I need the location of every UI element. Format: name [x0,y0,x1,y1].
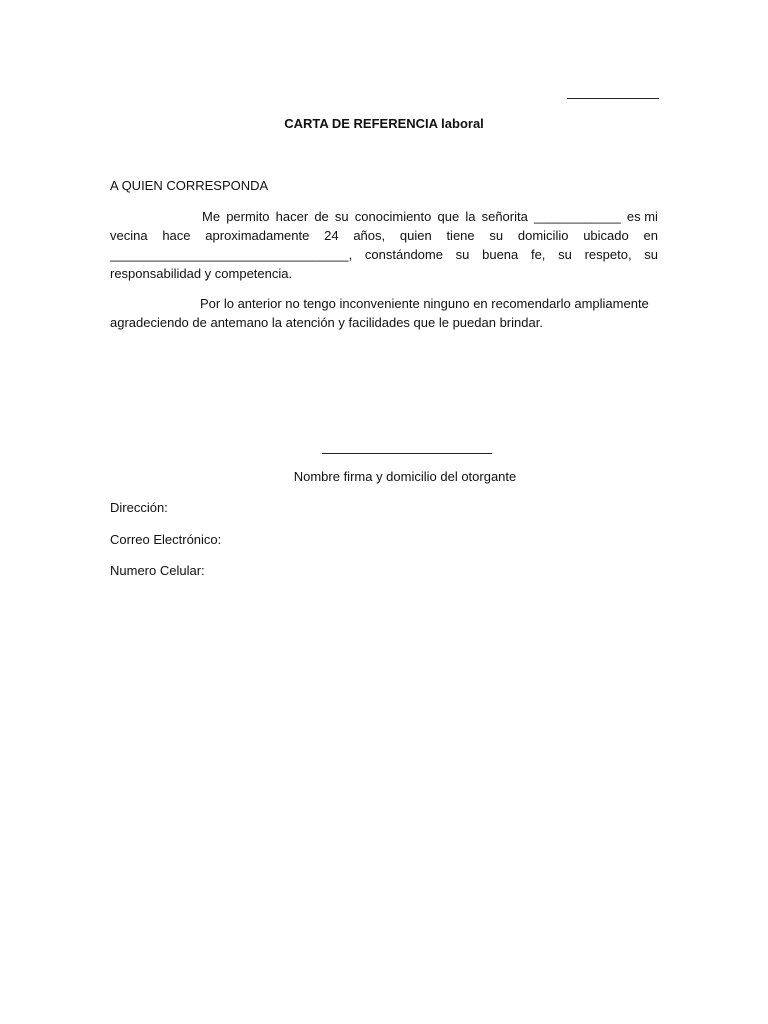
word: de [314,209,329,224]
word: constándome [364,247,443,262]
word: domicilio [517,228,569,243]
paragraph2-text-2: agradeciendo de antemano la atención y facilidades que le puedan brindar. [110,315,543,330]
word: es mi [626,209,658,224]
word: permito [226,209,270,224]
salutation: A QUIEN CORRESPONDA [110,178,269,193]
title-suffix: laboral [437,116,484,131]
paragraph2-line1 [110,294,658,313]
paragraph1-line4 [110,264,658,283]
word: la [465,209,476,224]
word: su [489,228,504,243]
word: que [437,209,460,224]
word: en [643,228,658,243]
date-blank-line [567,98,659,99]
word: su [644,247,658,262]
paragraph2-text-1: Por lo anterior no tengo inconveniente ninguno en recomendarlo ampliamente [200,296,649,311]
paragraph1-line2 [110,226,658,245]
word: hacer [275,209,309,224]
word: ubicado [583,228,629,243]
word: buena [482,247,519,262]
word: respeto, [584,247,632,262]
signature-line [322,453,492,454]
field-celular: Numero Celular: [110,563,205,578]
signature-caption: Nombre firma y domicilio del otorgante [293,469,517,484]
word: su [558,247,572,262]
word: conocimiento [354,209,432,224]
paragraph2-line2 [110,313,658,332]
word: quien [399,228,432,243]
word: aproximadamente [205,228,310,243]
word: Me [202,209,221,224]
address-blank: _________________________________, [110,247,353,262]
word: vecina [110,228,148,243]
paragraph1-line1 [110,207,658,226]
word: 24 [324,228,339,243]
word: su [334,209,349,224]
paragraph-recommendation [110,294,658,332]
word: señorita [481,209,528,224]
field-correo: Correo Electrónico: [110,532,222,547]
field-direccion: Dirección: [110,500,168,515]
document-title [110,116,658,131]
name-blank: ____________ [533,209,621,224]
word: hace [162,228,191,243]
word: fe, [530,247,546,262]
word: su [455,247,470,262]
paragraph1-line3 [110,245,658,264]
word: años, [353,228,386,243]
title-main: CARTA DE REFERENCIA [284,116,438,131]
word: tiene [446,228,475,243]
paragraph1-last-line: responsabilidad y competencia. [110,266,293,281]
paragraph-reference [110,207,658,283]
